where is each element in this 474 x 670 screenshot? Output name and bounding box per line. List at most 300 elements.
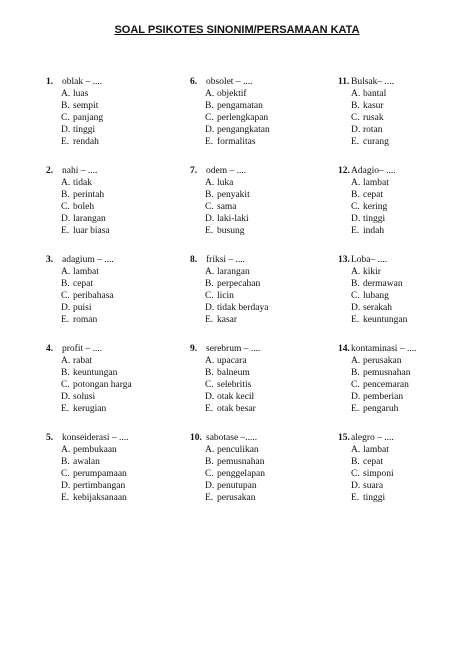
option-text: panjang — [73, 113, 104, 123]
option-letter: E. — [205, 315, 214, 325]
answer-option — [61, 403, 132, 415]
answer-options — [46, 88, 103, 148]
option-letter: D. — [351, 481, 361, 491]
question-11 — [338, 76, 394, 148]
question-14 — [338, 343, 416, 415]
option-text: lambat — [73, 267, 99, 277]
option-letter: E. — [61, 137, 70, 147]
answer-option — [351, 189, 396, 201]
option-text: perusakan — [363, 356, 402, 366]
question-word: odem – .... — [206, 166, 247, 176]
answer-option — [205, 492, 265, 504]
answer-option — [205, 468, 265, 480]
answer-option — [351, 177, 396, 189]
question-word: profit – .... — [62, 344, 103, 354]
answer-option — [205, 201, 250, 213]
option-text: penutupan — [217, 481, 257, 491]
question-number: 13. — [338, 255, 350, 265]
answer-option — [61, 355, 132, 367]
option-text: roman — [73, 315, 98, 325]
question-10 — [190, 432, 265, 504]
option-text: pemberian — [363, 392, 404, 402]
question-word: alegro – .... — [351, 433, 394, 443]
option-letter: A. — [61, 267, 71, 277]
question-head — [46, 432, 129, 444]
question-head — [190, 165, 250, 177]
question-word: sabotase –..... — [206, 433, 258, 443]
answer-option — [205, 290, 268, 302]
option-letter: C. — [205, 469, 214, 479]
answer-option — [351, 480, 394, 492]
question-12 — [338, 165, 396, 237]
option-letter: D. — [351, 303, 361, 313]
answer-option — [351, 456, 394, 468]
option-letter: C. — [205, 380, 214, 390]
question-head — [46, 343, 132, 355]
option-letter: E. — [61, 315, 70, 325]
option-text: otak besar — [217, 404, 256, 414]
option-text: lambat — [363, 445, 389, 455]
question-7 — [190, 165, 250, 237]
option-letter: B. — [351, 368, 360, 378]
option-letter: B. — [351, 101, 360, 111]
option-letter: E. — [205, 404, 214, 414]
option-letter: E. — [205, 137, 214, 147]
answer-option — [351, 290, 407, 302]
question-word: Bulsak– .... — [351, 77, 395, 87]
option-letter: A. — [351, 178, 361, 188]
answer-option — [61, 444, 129, 456]
option-text: formalitas — [217, 137, 256, 147]
question-head — [338, 343, 416, 355]
answer-option — [61, 100, 103, 112]
answer-option — [61, 225, 110, 237]
question-number: 1. — [46, 77, 54, 87]
question-3 — [46, 254, 114, 326]
answer-option — [61, 201, 110, 213]
question-13 — [338, 254, 407, 326]
answer-option — [61, 88, 103, 100]
question-head — [190, 343, 260, 355]
option-letter: B. — [61, 279, 70, 289]
option-letter: D. — [351, 214, 361, 224]
answer-options — [338, 355, 416, 415]
option-letter: E. — [351, 137, 360, 147]
option-letter: D. — [61, 481, 71, 491]
option-text: tinggi — [363, 493, 386, 503]
option-letter: C. — [351, 380, 360, 390]
answer-option — [205, 456, 265, 468]
question-number: 11. — [338, 77, 350, 87]
option-text: busung — [217, 226, 245, 236]
answer-option — [205, 177, 250, 189]
option-text: kikir — [363, 267, 381, 277]
option-text: perlengkapan — [217, 113, 269, 123]
option-letter: B. — [205, 279, 214, 289]
option-letter: D. — [205, 303, 215, 313]
option-text: cepat — [363, 190, 384, 200]
answer-option — [61, 314, 114, 326]
option-text: penyakit — [217, 190, 250, 200]
answer-option — [351, 468, 394, 480]
answer-option — [351, 379, 416, 391]
option-letter: E. — [61, 404, 70, 414]
option-letter: C. — [61, 291, 70, 301]
answer-options — [338, 266, 407, 326]
option-text: lambat — [363, 178, 389, 188]
option-letter: A. — [61, 356, 71, 366]
answer-option — [61, 379, 132, 391]
option-letter: A. — [351, 356, 361, 366]
option-text: solusi — [73, 392, 96, 402]
answer-option — [61, 213, 110, 225]
option-letter: C. — [205, 113, 214, 123]
question-number: 4. — [46, 344, 54, 354]
answer-option — [205, 314, 268, 326]
question-head — [190, 76, 270, 88]
option-text: peribahasa — [73, 291, 114, 301]
answer-options — [338, 444, 394, 504]
answer-option — [205, 278, 268, 290]
option-text: tidak berdaya — [217, 303, 269, 313]
option-text: pengangkatan — [217, 125, 270, 135]
option-letter: D. — [351, 125, 361, 135]
option-letter: B. — [351, 279, 360, 289]
answer-option — [61, 112, 103, 124]
option-text: kebijaksanaan — [73, 493, 127, 503]
answer-options — [46, 177, 110, 237]
option-letter: A. — [61, 178, 71, 188]
option-text: rabat — [73, 356, 92, 366]
option-letter: C. — [61, 380, 70, 390]
option-text: awalan — [73, 457, 100, 467]
option-letter: D. — [61, 392, 71, 402]
question-number: 12. — [338, 166, 350, 176]
option-text: pertimbangan — [73, 481, 126, 491]
question-head — [338, 76, 394, 88]
question-head — [46, 254, 114, 266]
option-text: lubang — [363, 291, 389, 301]
answer-option — [351, 391, 416, 403]
option-letter: A. — [205, 267, 215, 277]
option-text: luka — [217, 178, 234, 188]
option-text: pengaruh — [363, 404, 399, 414]
option-text: boleh — [73, 202, 95, 212]
option-text: perusakan — [217, 493, 256, 503]
question-head — [190, 432, 265, 444]
option-letter: A. — [205, 445, 215, 455]
question-head — [46, 165, 110, 177]
option-text: cepat — [73, 279, 94, 289]
answer-options — [46, 355, 132, 415]
option-text: licin — [217, 291, 234, 301]
option-letter: C. — [351, 291, 360, 301]
option-text: kerugian — [73, 404, 107, 414]
answer-option — [351, 266, 407, 278]
answer-option — [61, 136, 103, 148]
option-letter: B. — [351, 190, 360, 200]
question-number: 8. — [190, 255, 198, 265]
answer-option — [205, 403, 260, 415]
option-letter: B. — [205, 368, 214, 378]
option-text: sama — [217, 202, 237, 212]
option-letter: E. — [351, 226, 360, 236]
answer-option — [205, 367, 260, 379]
answer-option — [61, 367, 132, 379]
question-number: 7. — [190, 166, 198, 176]
option-letter: C. — [61, 113, 70, 123]
answer-option — [351, 355, 416, 367]
answer-option — [205, 136, 270, 148]
option-letter: B. — [205, 101, 214, 111]
option-letter: C. — [61, 202, 70, 212]
answer-option — [351, 444, 394, 456]
answer-option — [205, 112, 270, 124]
question-word: adagium – .... — [62, 255, 114, 265]
option-letter: A. — [205, 356, 215, 366]
question-8 — [190, 254, 268, 326]
answer-option — [61, 266, 114, 278]
page-title: SOAL PSIKOTES SINONIM/PERSAMAAN KATA — [114, 24, 360, 36]
option-text: pencemaran — [363, 380, 409, 390]
option-letter: D. — [61, 214, 71, 224]
question-number: 14. — [338, 344, 350, 354]
answer-option — [61, 290, 114, 302]
question-head — [338, 254, 407, 266]
answer-option — [351, 492, 394, 504]
option-letter: D. — [205, 392, 215, 402]
answer-option — [351, 225, 396, 237]
answer-options — [46, 266, 114, 326]
option-text: rusak — [363, 113, 384, 123]
option-letter: E. — [205, 493, 214, 503]
question-head — [46, 76, 103, 88]
answer-option — [351, 100, 394, 112]
answer-options — [338, 177, 396, 237]
answer-option — [351, 124, 394, 136]
answer-option — [61, 278, 114, 290]
answer-option — [351, 367, 416, 379]
answer-option — [351, 302, 407, 314]
option-text: luas — [73, 89, 89, 99]
question-word: oblak – .... — [62, 77, 103, 87]
answer-option — [205, 480, 265, 492]
question-number: 10. — [190, 433, 202, 443]
option-letter: E. — [351, 315, 360, 325]
answer-option — [61, 124, 103, 136]
answer-options — [190, 444, 265, 504]
option-letter: C. — [351, 202, 360, 212]
option-text: larangan — [73, 214, 106, 224]
answer-option — [61, 492, 129, 504]
option-text: rendah — [73, 137, 99, 147]
option-text: tinggi — [363, 214, 386, 224]
option-letter: B. — [61, 368, 70, 378]
option-letter: A. — [205, 89, 215, 99]
option-text: cepat — [363, 457, 384, 467]
option-text: rotan — [363, 125, 383, 135]
question-word: nahi – .... — [62, 166, 98, 176]
option-text: perpecahan — [217, 279, 261, 289]
option-letter: B. — [205, 457, 214, 467]
option-letter: B. — [61, 101, 70, 111]
question-word: serebrum – .... — [206, 344, 261, 354]
question-number: 2. — [46, 166, 54, 176]
option-letter: A. — [61, 445, 71, 455]
option-letter: C. — [205, 202, 214, 212]
answer-option — [61, 302, 114, 314]
option-letter: A. — [351, 445, 361, 455]
option-text: curang — [363, 137, 389, 147]
answer-option — [61, 480, 129, 492]
answer-option — [205, 379, 260, 391]
option-text: perintah — [73, 190, 105, 200]
answer-option — [61, 456, 129, 468]
option-letter: E. — [205, 226, 214, 236]
option-text: sempit — [73, 101, 99, 111]
option-text: selebritis — [217, 380, 252, 390]
answer-options — [338, 88, 394, 148]
answer-option — [351, 278, 407, 290]
option-text: pengamatan — [217, 101, 263, 111]
answer-option — [61, 189, 110, 201]
option-text: pembukaan — [73, 445, 117, 455]
question-2 — [46, 165, 110, 237]
option-letter: D. — [205, 125, 215, 135]
option-text: luar biasa — [73, 226, 110, 236]
option-letter: D. — [61, 125, 71, 135]
option-letter: A. — [61, 89, 71, 99]
answer-option — [351, 314, 407, 326]
question-word: obsolet – .... — [206, 77, 253, 87]
option-letter: D. — [205, 214, 215, 224]
option-letter: B. — [351, 457, 360, 467]
question-word: Loba– .... — [351, 255, 388, 265]
option-text: balneum — [217, 368, 250, 378]
option-text: potongan harga — [73, 380, 132, 390]
option-text: bantal — [363, 89, 387, 99]
answer-option — [205, 302, 268, 314]
option-letter: B. — [61, 190, 70, 200]
answer-option — [205, 391, 260, 403]
option-text: tidak — [73, 178, 92, 188]
answer-option — [351, 136, 394, 148]
option-letter: B. — [61, 457, 70, 467]
option-text: penggelapan — [217, 469, 266, 479]
question-number: 9. — [190, 344, 198, 354]
option-letter: E. — [351, 404, 360, 414]
option-letter: E. — [61, 493, 70, 503]
answer-option — [205, 124, 270, 136]
option-letter: C. — [205, 291, 214, 301]
answer-option — [351, 88, 394, 100]
question-number: 5. — [46, 433, 54, 443]
option-letter: D. — [351, 392, 361, 402]
option-text: kasar — [217, 315, 238, 325]
answer-option — [61, 391, 132, 403]
question-head — [338, 432, 394, 444]
question-number: 15. — [338, 433, 350, 443]
option-text: larangan — [217, 267, 250, 277]
answer-option — [205, 444, 265, 456]
question-number: 6. — [190, 77, 198, 87]
option-letter: A. — [351, 267, 361, 277]
question-4 — [46, 343, 132, 415]
option-text: serakah — [363, 303, 393, 313]
option-text: pemusnahan — [217, 457, 265, 467]
answer-options — [190, 177, 250, 237]
option-text: indah — [363, 226, 385, 236]
answer-option — [205, 88, 270, 100]
option-letter: C. — [351, 113, 360, 123]
option-text: keuntungan — [73, 368, 118, 378]
question-9 — [190, 343, 260, 415]
question-word: konseiderasi – .... — [62, 433, 129, 443]
option-text: pemusnahan — [363, 368, 411, 378]
answer-option — [61, 177, 110, 189]
answer-option — [351, 213, 396, 225]
option-text: penculikan — [217, 445, 259, 455]
option-letter: C. — [61, 469, 70, 479]
option-text: keuntungan — [363, 315, 408, 325]
answer-option — [351, 403, 416, 415]
option-text: tinggi — [73, 125, 96, 135]
answer-options — [190, 355, 260, 415]
option-text: puisi — [73, 303, 92, 313]
question-1 — [46, 76, 103, 148]
answer-option — [61, 468, 129, 480]
question-word: Adagio– .... — [351, 166, 396, 176]
question-number: 3. — [46, 255, 54, 265]
option-letter: D. — [61, 303, 71, 313]
option-letter: E. — [351, 493, 360, 503]
option-text: kering — [363, 202, 388, 212]
question-head — [338, 165, 396, 177]
question-word: friksi – .... — [206, 255, 246, 265]
option-text: perumpamaan — [73, 469, 127, 479]
option-letter: B. — [205, 190, 214, 200]
option-text: laki-laki — [217, 214, 249, 224]
answer-options — [190, 266, 268, 326]
option-text: objektif — [217, 89, 247, 99]
option-text: simponi — [363, 469, 394, 479]
question-5 — [46, 432, 129, 504]
answer-options — [46, 444, 129, 504]
option-letter: D. — [205, 481, 215, 491]
option-text: otak kecil — [217, 392, 255, 402]
option-letter: C. — [351, 469, 360, 479]
option-text: upacara — [217, 356, 247, 366]
option-text: kasur — [363, 101, 384, 111]
question-head — [190, 254, 268, 266]
option-letter: A. — [205, 178, 215, 188]
answer-option — [205, 225, 250, 237]
answer-option — [205, 213, 250, 225]
answer-option — [205, 100, 270, 112]
option-text: suara — [363, 481, 384, 491]
option-text: dermawan — [363, 279, 403, 289]
answer-option — [205, 355, 260, 367]
answer-option — [351, 201, 396, 213]
option-letter: A. — [351, 89, 361, 99]
answer-option — [205, 266, 268, 278]
answer-option — [351, 112, 394, 124]
answer-option — [205, 189, 250, 201]
question-word: kontaminasi – .... — [351, 344, 417, 354]
option-letter: E. — [61, 226, 70, 236]
answer-options — [190, 88, 270, 148]
question-6 — [190, 76, 270, 148]
